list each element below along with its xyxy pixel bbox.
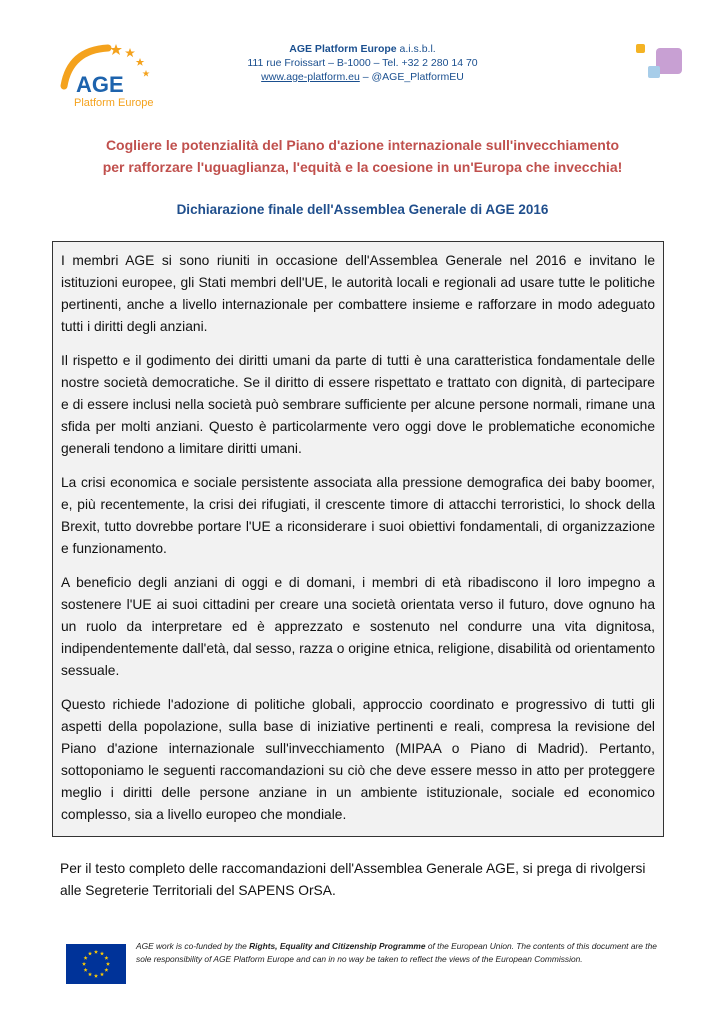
title-line-1: Cogliere le potenzialità del Piano d'azione internazionale sull'invecchiamento [105, 137, 620, 153]
paragraph-4: A beneficio degli anziani di oggi e di domani, i membri di età ribadiscono il loro impegno a sostenere l'UE ai suoi cittadini per creare una società orientata verso il futuro, dove ognuno ha un ruolo da interpretare ed è apprezzato e sostenuto nel condurre una vita dignitosa, indipendentemente dall'età, dal sesso, razza o origine etnica, religione, disabilità od orientamento sessuale. [61, 575, 655, 678]
disclaimer-start: AGE work is co-funded by the [136, 941, 250, 951]
org-name: AGE Platform Europe [289, 43, 397, 55]
organization-info [200, 42, 525, 84]
age-platform-europe-logo-icon [56, 40, 160, 110]
programme-name: Rights, Equality and Citizenship Programme [249, 941, 426, 951]
logo-word: AGE [76, 72, 124, 97]
eu-flag-icon [66, 944, 126, 984]
paragraph-3: La crisi economica e sociale persistente associata alla pressione demografica dei baby boomer, e, più recentemente, la crisi dei rifugiati, il crescente timore di attacchi terroristici, lo shock della Brexit, tutto dovrebbe portare l'UE a riconsiderare i suoi obiettivi fondamentali, di organizzazione e funzionamento. [61, 475, 655, 556]
title-line-2: per rafforzare l'uguaglianza, l'equità e la coesione in un'Europa che invecchia! [102, 159, 623, 175]
decorative-squares-icon [636, 40, 684, 86]
age-logo [56, 40, 160, 110]
logo-tagline: Platform Europe [74, 97, 154, 109]
document-title [40, 134, 685, 178]
funding-disclaimer [136, 940, 666, 966]
org-legal-form: a.i.s.b.l. [399, 43, 436, 55]
paragraph-2: Il rispetto e il godimento dei diritti umani da parte di tutti è una caratteristica fondamentale delle nostre società democratiche. Se il diritto di essere rispettato e trattato con dignità, di partecipare e di essere inclusi nella società può sembrare sufficiente per alcune persone normali, rimane una sfida per molti anziani. Questo è particolarmente vero oggi dove le problematiche economiche generali tendono a limitare diritti umani. [61, 353, 655, 456]
website-link[interactable]: www.age-platform.eu [261, 71, 360, 83]
org-name-line [200, 42, 525, 56]
paragraph-1: I membri AGE si sono riuniti in occasione dell'Assemblea Generale nel 2016 e invitano le istituzioni europee, gli Stati membri dell'UE, le autorità locali e regionali ad usare tutte le politiche pertinenti, anche a livello internazionale per combattere insieme e rafforzare in modo adeguato tutti i diritti degli anziani. [61, 253, 655, 334]
disclaimer-end: of the European Union. The contents of this document are the sole responsibility of AGE Platform Europe and can in no way be taken to reflect the views of the European Commission. [136, 941, 657, 964]
declaration-box [52, 241, 664, 837]
web-separator: – [362, 71, 369, 83]
paragraph-5: Questo richiede l'adozione di politiche globali, approccio coordinato e progressivo di tutti gli aspetti della popolazione, sulla base di iniziative pertinenti e reali, compresa la revisione del Piano d'azione internazionale sull'invecchiamento (MIPAA o Piano di Madrid). Pertanto, sottoponiamo le seguenti raccomandazioni su ciò che deve essere messo in atto per proteggere meglio i diritti delle persone anziane in un ambiente istituzionale, sociale ed economico complesso, sia a livello europeo che mondiale. [61, 697, 655, 822]
org-address: 111 rue Froissart – B-1000 – Tel. +32 2 280 14 70 [247, 57, 478, 69]
document-subtitle: Dichiarazione finale dell'Assemblea Generale di AGE 2016 [176, 202, 549, 217]
closing-note: Per il testo completo delle raccomandazioni dell'Assemblea Generale AGE, si prega di rivolgersi alle Segreterie Territoriali del SAPENS OrSA. [60, 861, 646, 898]
twitter-handle: @AGE_PlatformEU [371, 71, 464, 83]
org-web-line [200, 70, 525, 84]
